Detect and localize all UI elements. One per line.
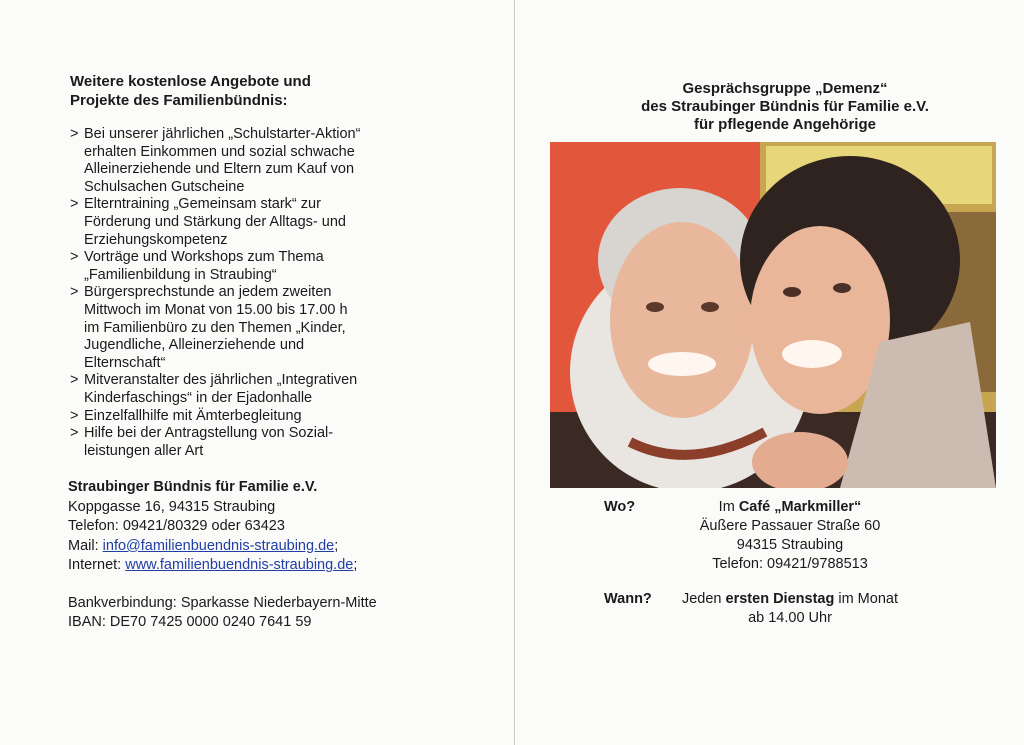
list-item-line: Erziehungskompetenz	[84, 231, 228, 248]
bank-name: Bankverbindung: Sparkasse Niederbayern-Mitte	[68, 594, 377, 611]
mail-suffix: ;	[334, 537, 339, 554]
list-item-line: erhalten Einkommen und sozial schwache	[84, 143, 355, 160]
list-item-line: Förderung und Stärkung der Alltags- und	[84, 213, 346, 230]
list-item-line: „Familienbildung in Straubing“	[84, 266, 277, 283]
list-item-line: Elterntraining „Gemeinsam stark“ zur	[84, 196, 321, 213]
offers-heading-line: Projekte des Familienbündnis:	[70, 92, 288, 109]
list-item-line: Bei unserer jährlichen „Schulstarter-Aktion“	[84, 126, 361, 142]
where-label: Wo?	[604, 499, 636, 515]
org-phone: Telefon: 09421/80329 oder 63423	[68, 518, 285, 535]
org-name: Straubinger Bündnis für Familie e.V.	[68, 479, 318, 496]
offers-list	[68, 126, 498, 460]
mail-line	[68, 537, 498, 557]
venue-block	[670, 498, 910, 574]
offers-heading-line: Weitere kostenlose Angebote und	[70, 73, 311, 90]
internet-line	[68, 556, 498, 576]
group-title-line: für pflegende Angehörige	[694, 116, 876, 133]
list-item-line: Bürgersprechstunde an jedem zweiten	[84, 284, 332, 301]
list-item-line: Mitveranstalter des jährlichen „Integrativen	[84, 372, 358, 389]
when-time: ab 14.00 Uhr	[748, 610, 832, 626]
website-link[interactable]: www.familienbuendnis-straubing.de	[125, 557, 354, 574]
org-address: Koppgasse 16, 94315 Straubing	[68, 498, 276, 515]
fold-line	[514, 0, 515, 745]
venue-line	[670, 498, 910, 517]
when-label: Wann?	[604, 591, 652, 607]
bullet-mark: >	[70, 407, 79, 424]
list-item	[68, 249, 498, 284]
list-item	[68, 284, 498, 372]
photo-two-women	[550, 142, 996, 488]
venue-name: Café „Markmiller“	[738, 499, 862, 515]
bank-block	[68, 594, 498, 633]
group-title-line: Gesprächsgruppe „Demenz“	[682, 80, 888, 97]
bullet-mark: >	[70, 425, 79, 442]
group-title-line: des Straubinger Bündnis für Familie e.V.	[641, 98, 929, 115]
list-item-line: Alleinerziehende und Eltern zum Kauf von	[84, 161, 355, 178]
list-item-line: leistungen aller Art	[84, 442, 204, 459]
list-item	[68, 425, 498, 460]
venue-street: Äußere Passauer Straße 60	[699, 518, 881, 534]
mail-link[interactable]: info@familienbuendnis-straubing.de	[102, 537, 335, 554]
list-item	[68, 196, 498, 249]
when-suffix: im Monat	[834, 591, 898, 607]
internet-suffix: ;	[353, 557, 358, 574]
when-day: ersten Dienstag	[725, 591, 835, 607]
internet-label: Internet:	[68, 557, 126, 574]
contact-block	[68, 478, 498, 576]
list-item-line: Schulsachen Gutscheine	[84, 178, 245, 195]
list-item-line: im Familienbüro zu den Themen „Kinder,	[84, 319, 346, 336]
list-item-line: Elternschaft“	[84, 354, 166, 371]
venue-prefix: Im	[718, 499, 739, 515]
group-title	[580, 80, 990, 134]
bullet-mark: >	[70, 249, 79, 266]
venue-phone: Telefon: 09421/9788513	[712, 556, 868, 572]
bullet-mark: >	[70, 284, 79, 301]
bullet-mark: >	[70, 372, 79, 389]
bullet-mark: >	[70, 126, 79, 142]
list-item-line: Hilfe bei der Antragstellung von Sozial-	[84, 425, 334, 442]
iban: IBAN: DE70 7425 0000 0240 7641 59	[68, 614, 312, 631]
bullet-mark: >	[70, 196, 79, 213]
list-item-line: Jugendliche, Alleinerziehende und	[84, 337, 305, 354]
list-item	[68, 372, 498, 407]
when-block	[670, 590, 910, 628]
list-item-line: Einzelfallhilfe mit Ämterbegleitung	[84, 407, 302, 424]
list-item-line: Kinderfaschings“ in der Ejadonhalle	[84, 389, 313, 406]
photo-illustration	[550, 142, 996, 488]
offers-heading	[70, 72, 498, 110]
when-prefix: Jeden	[681, 591, 726, 607]
mail-label: Mail:	[68, 537, 103, 554]
when-line	[670, 590, 910, 609]
list-item-line: Vorträge und Workshops zum Thema	[84, 249, 324, 266]
left-panel	[68, 72, 498, 633]
venue-city: 94315 Straubing	[736, 537, 844, 553]
list-item-line: Mittwoch im Monat von 15.00 bis 17.00 h	[84, 301, 348, 318]
list-item	[68, 126, 498, 196]
list-item	[68, 408, 498, 426]
